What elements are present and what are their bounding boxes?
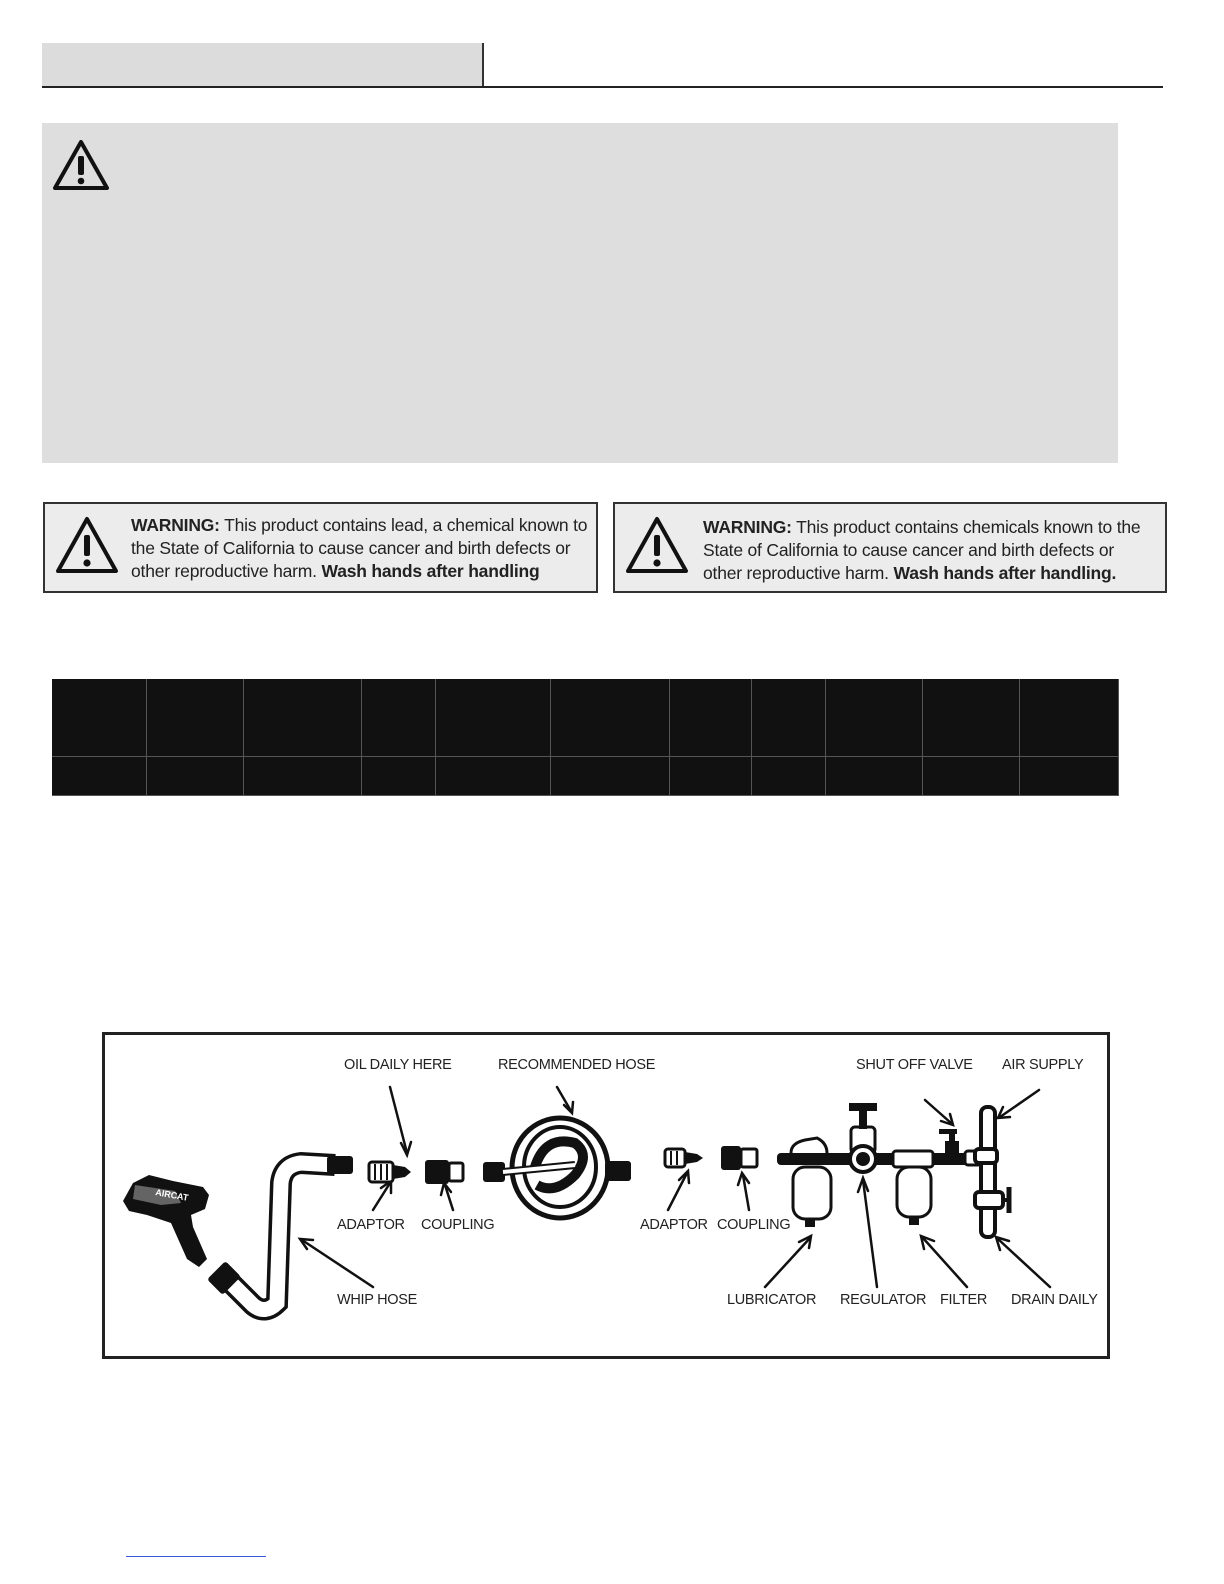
coupling-label: COUPLING <box>421 1217 495 1233</box>
warning-text <box>131 514 597 583</box>
warning-triangle-icon <box>55 516 119 574</box>
shut-off-valve-arrow <box>925 1100 951 1123</box>
table-cell <box>550 757 669 796</box>
footer-link[interactable] <box>126 1556 266 1557</box>
coupling-label: COUPLING <box>717 1217 791 1233</box>
tool-brand: AIRCAT <box>154 1187 190 1203</box>
warning-emphasis: Wash hands after handling <box>316 561 540 581</box>
filter-label: FILTER <box>940 1292 988 1308</box>
recommended-hose-arrow <box>557 1087 571 1111</box>
warning-text <box>703 516 1153 585</box>
coupling-2-icon <box>721 1146 757 1170</box>
recommended-hose-icon <box>483 1118 631 1218</box>
table-cell <box>669 757 751 796</box>
table-cell <box>922 757 1019 796</box>
recommended-hose-label: RECOMMENDED HOSE <box>498 1057 656 1073</box>
whip-hose-label: WHIP HOSE <box>337 1292 418 1308</box>
warning-emphasis: Wash hands after handling. <box>888 563 1117 583</box>
air-supply-pipe-icon <box>975 1107 1009 1237</box>
drain-daily-arrow <box>998 1239 1050 1287</box>
header-rule <box>42 86 1163 88</box>
air-supply-label: AIR SUPPLY <box>1002 1057 1084 1073</box>
whip-hose-arrow <box>302 1240 373 1287</box>
oil-daily-arrow <box>390 1087 407 1153</box>
warning-label: WARNING: <box>131 515 220 535</box>
regulator-label: REGULATOR <box>840 1292 927 1308</box>
table-cell <box>1019 757 1118 796</box>
filter-arrow <box>923 1238 967 1287</box>
table-cell <box>52 757 146 796</box>
table-cell <box>243 679 361 757</box>
warning-triangle-icon <box>52 139 110 191</box>
table-header-row <box>52 679 1118 757</box>
warning-body: This product contains chemicals known to the State of California to cause cancer and birth defects or other reproductive harm. <box>703 517 1141 583</box>
adaptor-label: ADAPTOR <box>640 1217 708 1233</box>
table-cell <box>751 757 825 796</box>
table-cell <box>922 679 1019 757</box>
table-cell <box>52 679 146 757</box>
warning-label: WARNING: <box>703 517 792 537</box>
warning-box-chemicals <box>613 502 1167 593</box>
coupling-1-icon <box>425 1160 463 1184</box>
table-cell <box>435 679 550 757</box>
drain-daily-label: DRAIN DAILY <box>1011 1292 1098 1308</box>
lubricator-label: LUBRICATOR <box>727 1292 817 1308</box>
table-cell <box>825 757 922 796</box>
table-cell <box>1019 679 1118 757</box>
regulator-arrow <box>863 1180 877 1287</box>
shut-off-valve-label: SHUT OFF VALVE <box>856 1057 973 1073</box>
table-cell <box>243 757 361 796</box>
air-tool-icon <box>123 1175 209 1267</box>
warning-box-lead <box>43 502 598 593</box>
whip-hose-icon <box>207 1156 353 1310</box>
adaptor-1-icon <box>369 1162 411 1182</box>
table-cell <box>825 679 922 757</box>
warning-body: This product contains lead, a chemical known to the State of California to cause cancer and birth defects or other reproductive harm. <box>131 515 588 581</box>
table-row <box>52 757 1118 796</box>
header-tab <box>42 43 484 86</box>
air-system-diagram <box>102 1032 1110 1359</box>
table-cell <box>146 757 243 796</box>
table-cell <box>669 679 751 757</box>
table-cell <box>361 679 435 757</box>
table-cell <box>146 679 243 757</box>
specification-table <box>52 679 1119 796</box>
safety-panel <box>42 123 1118 463</box>
table-cell <box>550 679 669 757</box>
table-cell <box>361 757 435 796</box>
table-cell <box>751 679 825 757</box>
adaptor-2-icon <box>665 1149 703 1167</box>
air-supply-arrow <box>1000 1090 1039 1117</box>
lubricator-arrow <box>765 1238 810 1287</box>
adaptor-label: ADAPTOR <box>337 1217 405 1233</box>
oil-daily-here-label: OIL DAILY HERE <box>344 1057 452 1073</box>
adaptor-2-arrow <box>668 1173 687 1210</box>
warning-triangle-icon <box>625 516 689 574</box>
table-cell <box>435 757 550 796</box>
